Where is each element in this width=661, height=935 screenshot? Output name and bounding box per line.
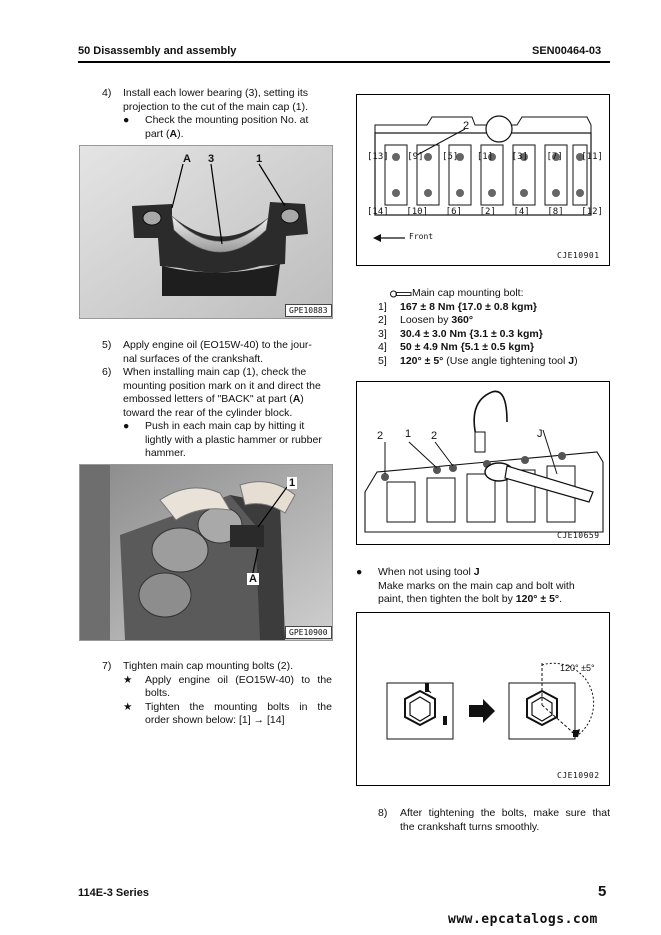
figure-paint-marks [356, 612, 610, 786]
torque-row-text: ) [574, 354, 578, 367]
no-tool-line3 [378, 593, 610, 607]
fig1-front-label: Front [409, 232, 434, 241]
bolt-label: [4] [513, 207, 530, 217]
torque-row-value: 50 ± 4.9 Nm {5.1 ± 0.5 kgm} [400, 341, 535, 353]
paint-marks-diagram [357, 613, 609, 785]
photo1-label-3: 3 [208, 153, 215, 165]
step-8-number: 8) [378, 807, 388, 819]
bullet-icon: ● [123, 114, 130, 126]
bolt-label: [13] [367, 152, 389, 162]
footer-series: 114E-3 Series [78, 887, 149, 899]
step-8-line2: the crankshaft turns smoothly. [400, 820, 540, 833]
torque-row-number: 1] [378, 300, 387, 313]
bolt-label: [1] [476, 152, 494, 162]
torque-row-value: 360° [451, 314, 474, 326]
step-6-line3-post: ) [300, 393, 304, 405]
no-tool-tool: J [473, 566, 480, 578]
torque-spec [378, 287, 610, 368]
header-rule [78, 61, 610, 63]
photo2-id: GPE10900 [285, 626, 332, 639]
bolt-label: [11] [581, 152, 603, 162]
star-icon: ★ [123, 700, 133, 713]
step-6 [102, 366, 332, 461]
step-4-bullet-line2 [145, 128, 332, 142]
step-4-line2: projection to the cut of the main cap (1). [123, 100, 309, 113]
step-5 [102, 339, 332, 366]
torque-row [378, 328, 610, 342]
step-6-line4: toward the rear of the cylinder block. [123, 406, 293, 419]
step-4-bullet-part: A [169, 127, 178, 140]
step-4-bullet-line1: Check the mounting position No. at [145, 114, 309, 126]
torque-row [378, 301, 610, 315]
bolt-label: [14] [367, 207, 389, 217]
bolt-label: [7] [546, 152, 563, 162]
photo-main-cap-graphic [80, 146, 332, 318]
torque-row [378, 355, 610, 369]
torque-row-value: 30.4 ± 3.0 Nm {3.1 ± 0.3 kgm} [400, 327, 543, 340]
torque-row [378, 341, 610, 355]
step-4-bullet-post: ). [177, 127, 184, 140]
step-6-line3-pre: embossed letters of "BACK" at part ( [123, 393, 293, 405]
step-7 [102, 660, 332, 728]
step-6-line2: mounting position mark on it and direct the [123, 379, 321, 392]
torque-row-number: 5] [378, 354, 387, 367]
fig1-id: CJE10901 [557, 251, 600, 260]
bolt-label: [9] [407, 152, 424, 162]
step-5-line1: Apply engine oil (EO15W-40) to the jour- [123, 339, 312, 351]
no-tool-line3-text: paint, then tighten the bolt by [378, 593, 516, 605]
no-tool-line2: Make marks on the main cap and bolt with [378, 579, 575, 592]
fig2-label-2b: 2 [431, 430, 438, 442]
fig2-label-1: 1 [405, 428, 412, 440]
fig1-label-2: 2 [463, 120, 470, 132]
no-tool-line1-text: When not using tool [378, 566, 474, 578]
step-7-star2-line1: Tighten the mounting bolts in the [145, 700, 332, 713]
fig2-label-j: J [537, 428, 543, 440]
bolt-label: [8] [547, 207, 564, 217]
step-5-number: 5) [102, 339, 112, 351]
photo2-label-1: 1 [289, 477, 296, 489]
torque-row-value: 120° ± 5° [400, 354, 444, 367]
photo1-label-a: A [183, 153, 191, 165]
no-tool-angle: 120° ± 5° [515, 593, 560, 605]
step-7-star1-line1: Apply engine oil (EO15W-40) to the [145, 673, 332, 686]
fig1-bottom-labels [367, 207, 603, 217]
bolt-label: [3] [511, 152, 528, 162]
fig3-id: CJE10902 [557, 771, 600, 780]
fig2-id: CJE10659 [557, 531, 600, 540]
photo-installing-graphic [80, 465, 332, 640]
step-6-line3 [123, 393, 332, 407]
torque-row-tool: J [568, 354, 575, 367]
step-8-line1: After tightening the bolts, make sure that [400, 807, 610, 819]
photo2-label-a: A [249, 573, 257, 585]
fig1-top-labels [367, 152, 603, 162]
photo1-id: GPE10883 [285, 304, 332, 317]
torque-title-row [378, 287, 610, 301]
bullet-icon: ● [356, 566, 363, 578]
step-4-number: 4) [102, 87, 112, 99]
page-number: 5 [598, 883, 607, 900]
step-6-bullet-line3: hammer. [145, 447, 186, 459]
step-8 [378, 807, 610, 834]
torque-row [378, 314, 610, 328]
step-6-number: 6) [102, 366, 112, 378]
watermark-url[interactable]: www.epcatalogs.com [448, 912, 598, 927]
fig2-label-2a: 2 [377, 430, 384, 442]
fig3-angle-label: 120° ±5° [560, 663, 595, 673]
star-icon: ★ [123, 673, 133, 686]
step-7-line1: Tighten main cap mounting bolts (2). [123, 660, 294, 672]
header-section-title: 50 Disassembly and assembly [78, 45, 237, 57]
torque-row-number: 4] [378, 341, 387, 353]
bolt-label: [10] [406, 207, 429, 217]
wrench-icon [390, 290, 412, 298]
torque-row-number: 2] [378, 314, 387, 326]
step-4 [102, 87, 332, 141]
bolt-order-diagram [357, 95, 609, 265]
figure-bolt-order [356, 94, 610, 266]
step-7-star2-line2: order shown below: [1] → [14] [145, 714, 285, 726]
photo-main-cap-bearing [79, 145, 333, 319]
step-4-line1: Install each lower bearing (3), setting its [123, 87, 309, 99]
photo-installing-main-cap [79, 464, 333, 641]
torque-row-number: 3] [378, 327, 387, 340]
step-6-bullet-line1: Push in each main cap by hitting it [145, 420, 305, 432]
bolt-label: [5] [442, 152, 459, 162]
header-doc-code: SEN00464-03 [532, 45, 602, 57]
step-7-number: 7) [102, 660, 112, 672]
torque-title: Main cap mounting bolt: [412, 287, 524, 299]
torque-row-value: 167 ± 8 Nm {17.0 ± 0.8 kgm} [400, 300, 538, 313]
step-6-line1: When installing main cap (1), check the [123, 366, 307, 378]
bullet-icon: ● [123, 420, 130, 432]
no-tool-note [356, 566, 610, 607]
bolt-label: [6] [445, 207, 462, 217]
figure-angle-tool [356, 381, 610, 545]
torque-row-text: Loosen by [400, 314, 452, 326]
no-tool-line3-end: . [559, 593, 563, 605]
step-6-line3-part: A [292, 393, 301, 405]
photo1-label-1: 1 [256, 153, 263, 165]
step-6-bullet-line2: lightly with a plastic hammer or rubber [145, 433, 322, 446]
no-tool-line1 [378, 566, 610, 580]
torque-row-text: (Use angle tightening tool [443, 354, 569, 367]
step-7-star1-line2: bolts. [145, 687, 171, 699]
step-5-line2: nal surfaces of the crankshaft. [123, 352, 264, 365]
step-4-bullet-pre: part ( [145, 127, 170, 140]
bolt-label: [2] [479, 207, 496, 217]
angle-tool-diagram [357, 382, 609, 544]
bolt-label: [12] [581, 207, 603, 217]
